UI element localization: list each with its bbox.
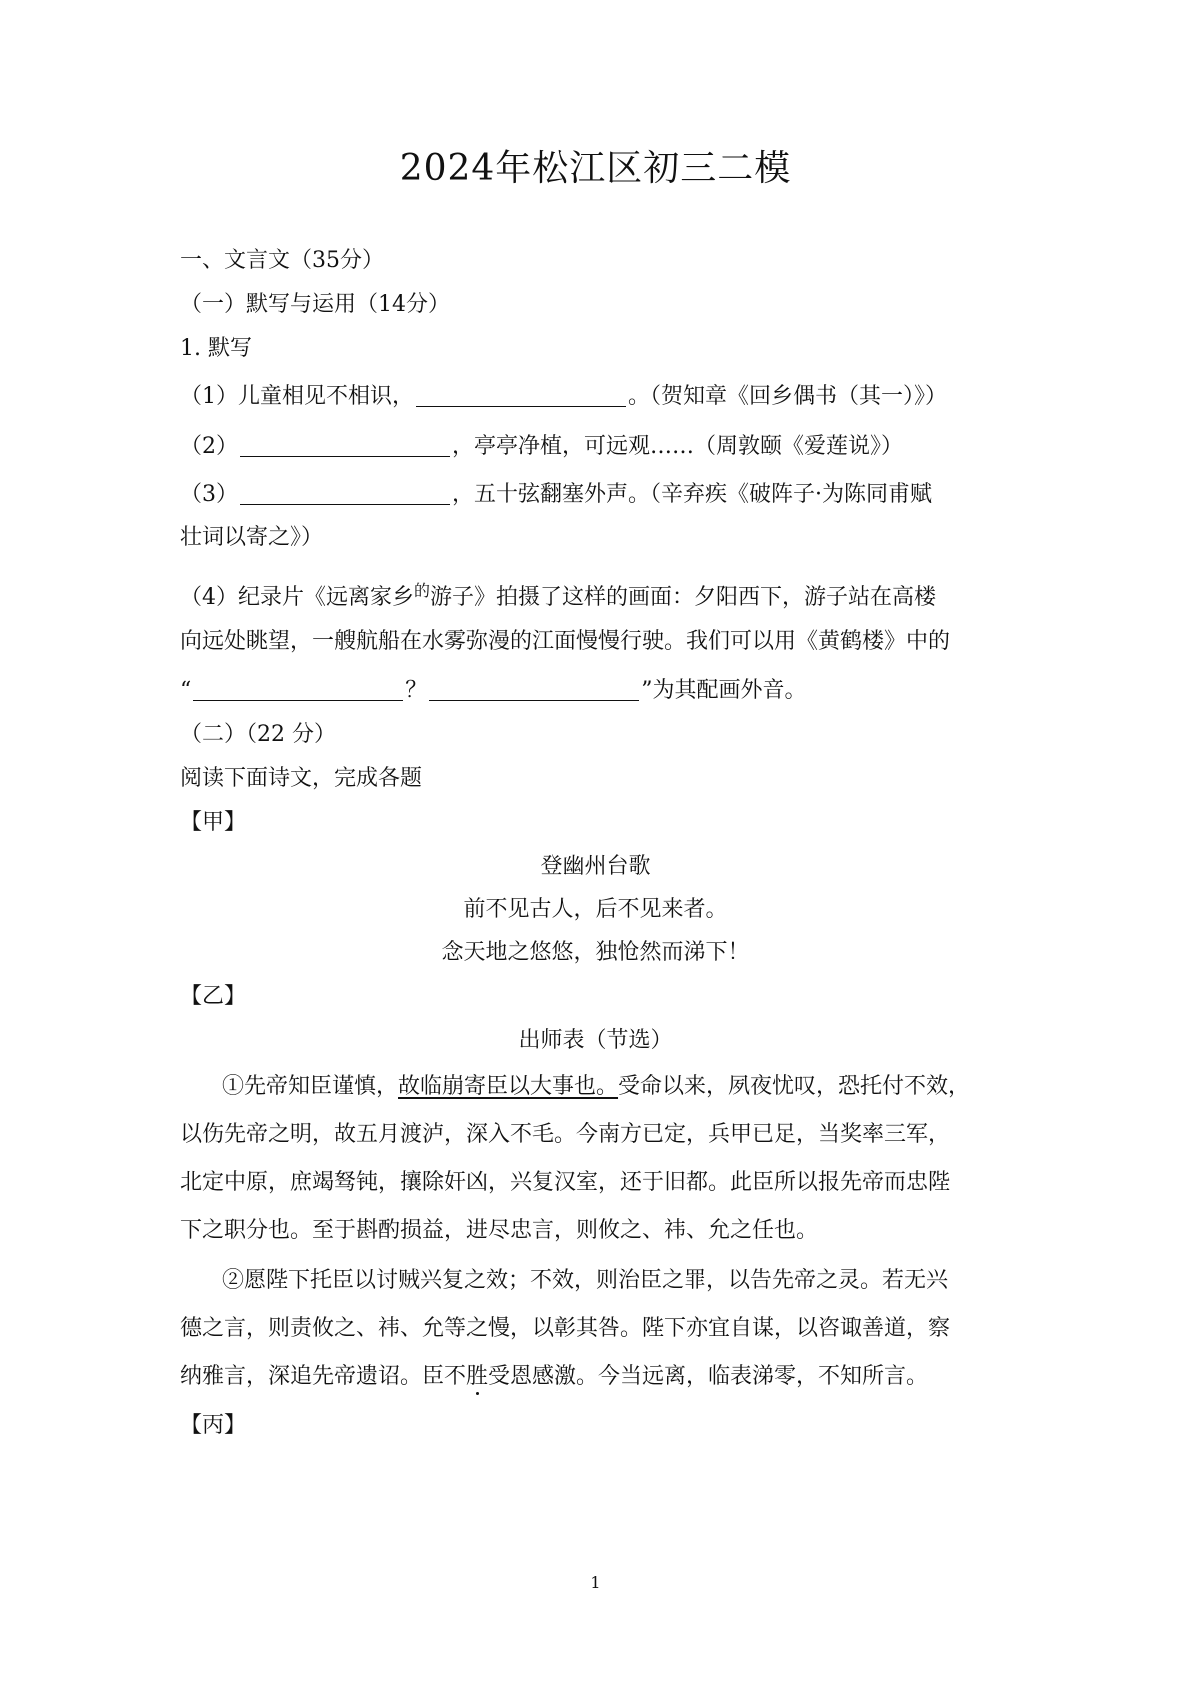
prose-paragraph-2-line <box>180 1362 1020 1392</box>
answer-blank[interactable] <box>193 678 403 701</box>
prose-paragraph-1-line: 以伤先帝之明，故五月渡泸，深入不毛。今南方已定，兵甲已足，当奖率三军， <box>180 1122 951 1147</box>
item4-text: 游子》拍摄了这样的画面：夕阳西下，游子站在高楼 <box>430 585 937 610</box>
answer-blank[interactable] <box>240 434 450 457</box>
fill-item-3-cont: 壮词以寄之》） <box>180 525 324 550</box>
label-jia: 【甲】 <box>180 810 247 835</box>
prose-paragraph-1-line: 北定中原，庶竭驽钝，攘除奸凶，兴复汉室，还于旧都。此臣所以报先帝而忠陛 <box>180 1170 951 1195</box>
prose-paragraph-2-line: ②愿陛下托臣以讨贼兴复之效；不效，则治臣之罪，以告先帝之灵。若无兴 <box>222 1268 949 1293</box>
prose-text: 受命以来，夙夜忧叹，恐托付不效， <box>618 1074 971 1099</box>
item-prefix: （2） <box>180 434 238 459</box>
prose-title: 出师表（节选） <box>518 1028 673 1053</box>
item-suffix: ，亭亭净植，可远观……（周敦颐《爱莲说》） <box>452 434 904 459</box>
answer-blank[interactable] <box>416 384 626 407</box>
poem-title: 登幽州台歌 <box>540 854 651 879</box>
answer-blank[interactable] <box>429 678 639 701</box>
item-prefix: （1）儿童相见不相识， <box>180 384 414 409</box>
question-heading: 1. 默写 <box>180 336 252 361</box>
dotted-character: 胜 <box>466 1364 489 1389</box>
quote-open: “ <box>180 678 192 703</box>
fill-item-4-line2: 向远处眺望，一艘航船在水雾弥漫的江面慢慢行驶。我们可以用《黄鹤楼》中的 <box>180 629 951 654</box>
prose-text: 受恩感激。今当远离，临表涕零，不知所言。 <box>488 1364 929 1389</box>
poem-line: 念天地之悠悠，独怆然而涕下！ <box>441 940 750 965</box>
fill-item-1 <box>180 382 1020 412</box>
quote-close: ”为其配画外音。 <box>641 678 807 703</box>
prose-text: ①先帝知臣谨慎， <box>222 1074 399 1099</box>
answer-blank[interactable] <box>240 482 450 505</box>
subsection-heading: （一）默写与运用（14分） <box>180 292 450 317</box>
prose-paragraph-1-line: 下之职分也。至于斟酌损益，进尽忠言，则攸之、祎、允之任也。 <box>180 1218 819 1243</box>
item-suffix: 。（贺知章《回乡偶书（其一）》） <box>628 384 948 409</box>
question-mark: ？ <box>405 678 428 703</box>
reading-instruction: 阅读下面诗文，完成各题 <box>180 766 423 791</box>
label-bing: 【丙】 <box>180 1413 247 1438</box>
page-number: 1 <box>590 1573 601 1592</box>
fill-item-4-line3 <box>180 676 1020 706</box>
prose-paragraph-2-line: 德之言，则责攸之、祎、允等之慢，以彰其咎。陛下亦宜自谋，以咨诹善道，察 <box>180 1316 951 1341</box>
prose-text: 纳雅言，深追先帝遗诏。臣不 <box>180 1364 467 1389</box>
fill-item-3 <box>180 480 1020 510</box>
item-suffix: ，五十弦翻塞外声。（辛弃疾《破阵子·为陈同甫赋 <box>452 482 932 507</box>
fill-item-2 <box>180 432 1020 462</box>
prose-paragraph-1-line <box>222 1072 1062 1102</box>
item4-sup: 的 <box>414 581 431 600</box>
item4-text: （4）纪录片《远离家乡 <box>180 585 414 610</box>
fill-item-4-line1 <box>180 576 1020 613</box>
item-prefix: （3） <box>180 482 238 507</box>
label-yi: 【乙】 <box>180 984 247 1009</box>
subsection-heading-2: （二）（22 分） <box>180 722 336 747</box>
poem-line: 前不见古人，后不见来者。 <box>463 897 728 922</box>
underlined-sentence: 故临崩寄臣以大事也。 <box>398 1074 619 1099</box>
page-title: 2024年松江区初三二模 <box>399 148 792 189</box>
section-heading: 一、文言文（35分） <box>180 248 384 273</box>
